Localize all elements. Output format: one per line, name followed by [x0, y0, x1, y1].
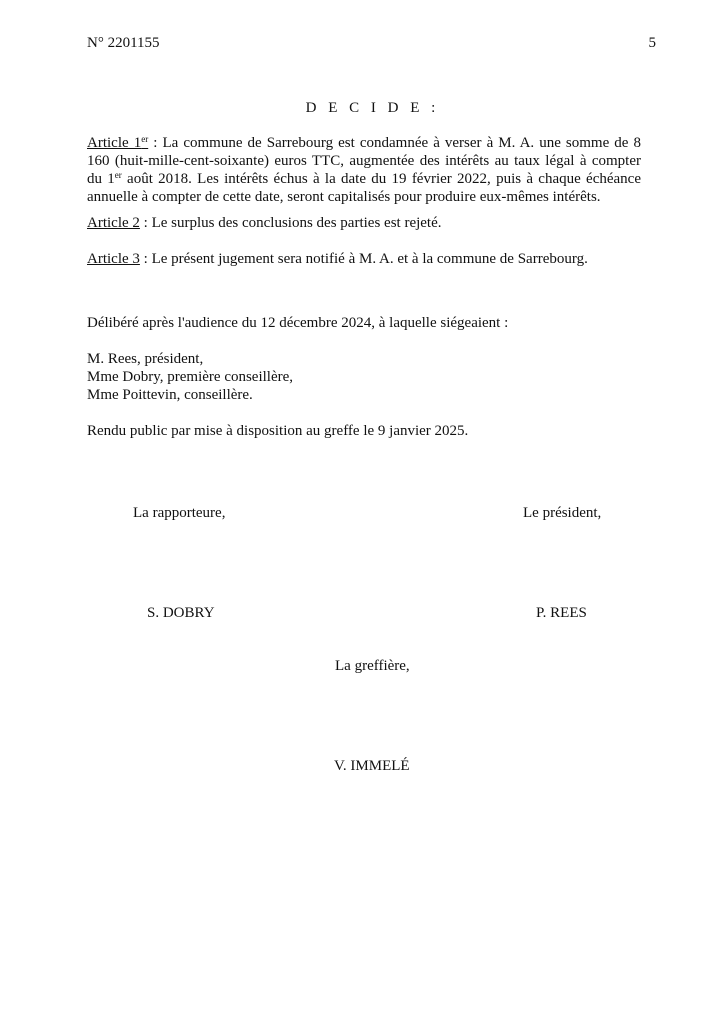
- rapporteur-name: S. DOBRY: [147, 605, 215, 621]
- article-3-separator: :: [139, 251, 152, 267]
- article-1-separator: :: [148, 135, 163, 151]
- publication-statement: Rendu public par mise à disposition au greffe le 9 janvier 2025.: [87, 423, 469, 439]
- article-2-separator: :: [139, 215, 152, 231]
- judge-item: Mme Dobry, première conseillère,: [87, 369, 294, 385]
- article-1-label: [87, 135, 148, 151]
- case-number: N° 2201155: [87, 35, 160, 51]
- article-2-label: Article 2: [87, 215, 140, 231]
- rapporteur-role: La rapporteure,: [133, 505, 226, 521]
- article-2: [87, 214, 641, 232]
- judges-list: [87, 350, 293, 404]
- article-1-text-sup: er: [114, 170, 122, 180]
- article-1-text-continued: août 2018. Les intérêts échus à la date du 19 février 2022, puis à chaque échéance annuelle à compter de cette date, seront capitalisés pour produire eux-mêmes intérêts.: [87, 171, 641, 205]
- judge-item: M. Rees, président,: [87, 351, 204, 367]
- article-1: [87, 134, 641, 206]
- president-role: Le président,: [523, 505, 602, 521]
- article-3: [87, 250, 641, 268]
- president-name: P. REES: [536, 605, 587, 621]
- clerk-role: La greffière,: [335, 658, 410, 674]
- page-number: 5: [648, 35, 656, 51]
- clerk-name: V. IMMELÉ: [334, 758, 410, 774]
- decision-heading: D E C I D E :: [305, 100, 440, 116]
- judge-item: Mme Poittevin, conseillère.: [87, 387, 253, 403]
- article-1-text: La commune de Sarrebourg est condamnée à verser à M. A. une somme de 8 160 (huit-mille-cent-soixante) euros TTC, augmentée des intérêts au taux légal à compter du 1: [87, 135, 641, 187]
- deliberation-intro: Délibéré après l'audience du 12 décembre 2024, à laquelle siégeaient :: [87, 315, 509, 331]
- article-3-text: Le présent jugement sera notifié à M. A. et à la commune de Sarrebourg.: [151, 251, 588, 267]
- article-2-text: Le surplus des conclusions des parties est rejeté.: [151, 215, 442, 231]
- article-1-label-sup: er: [141, 134, 149, 144]
- article-1-label-text: Article 1: [87, 135, 142, 151]
- article-3-label: Article 3: [87, 251, 140, 267]
